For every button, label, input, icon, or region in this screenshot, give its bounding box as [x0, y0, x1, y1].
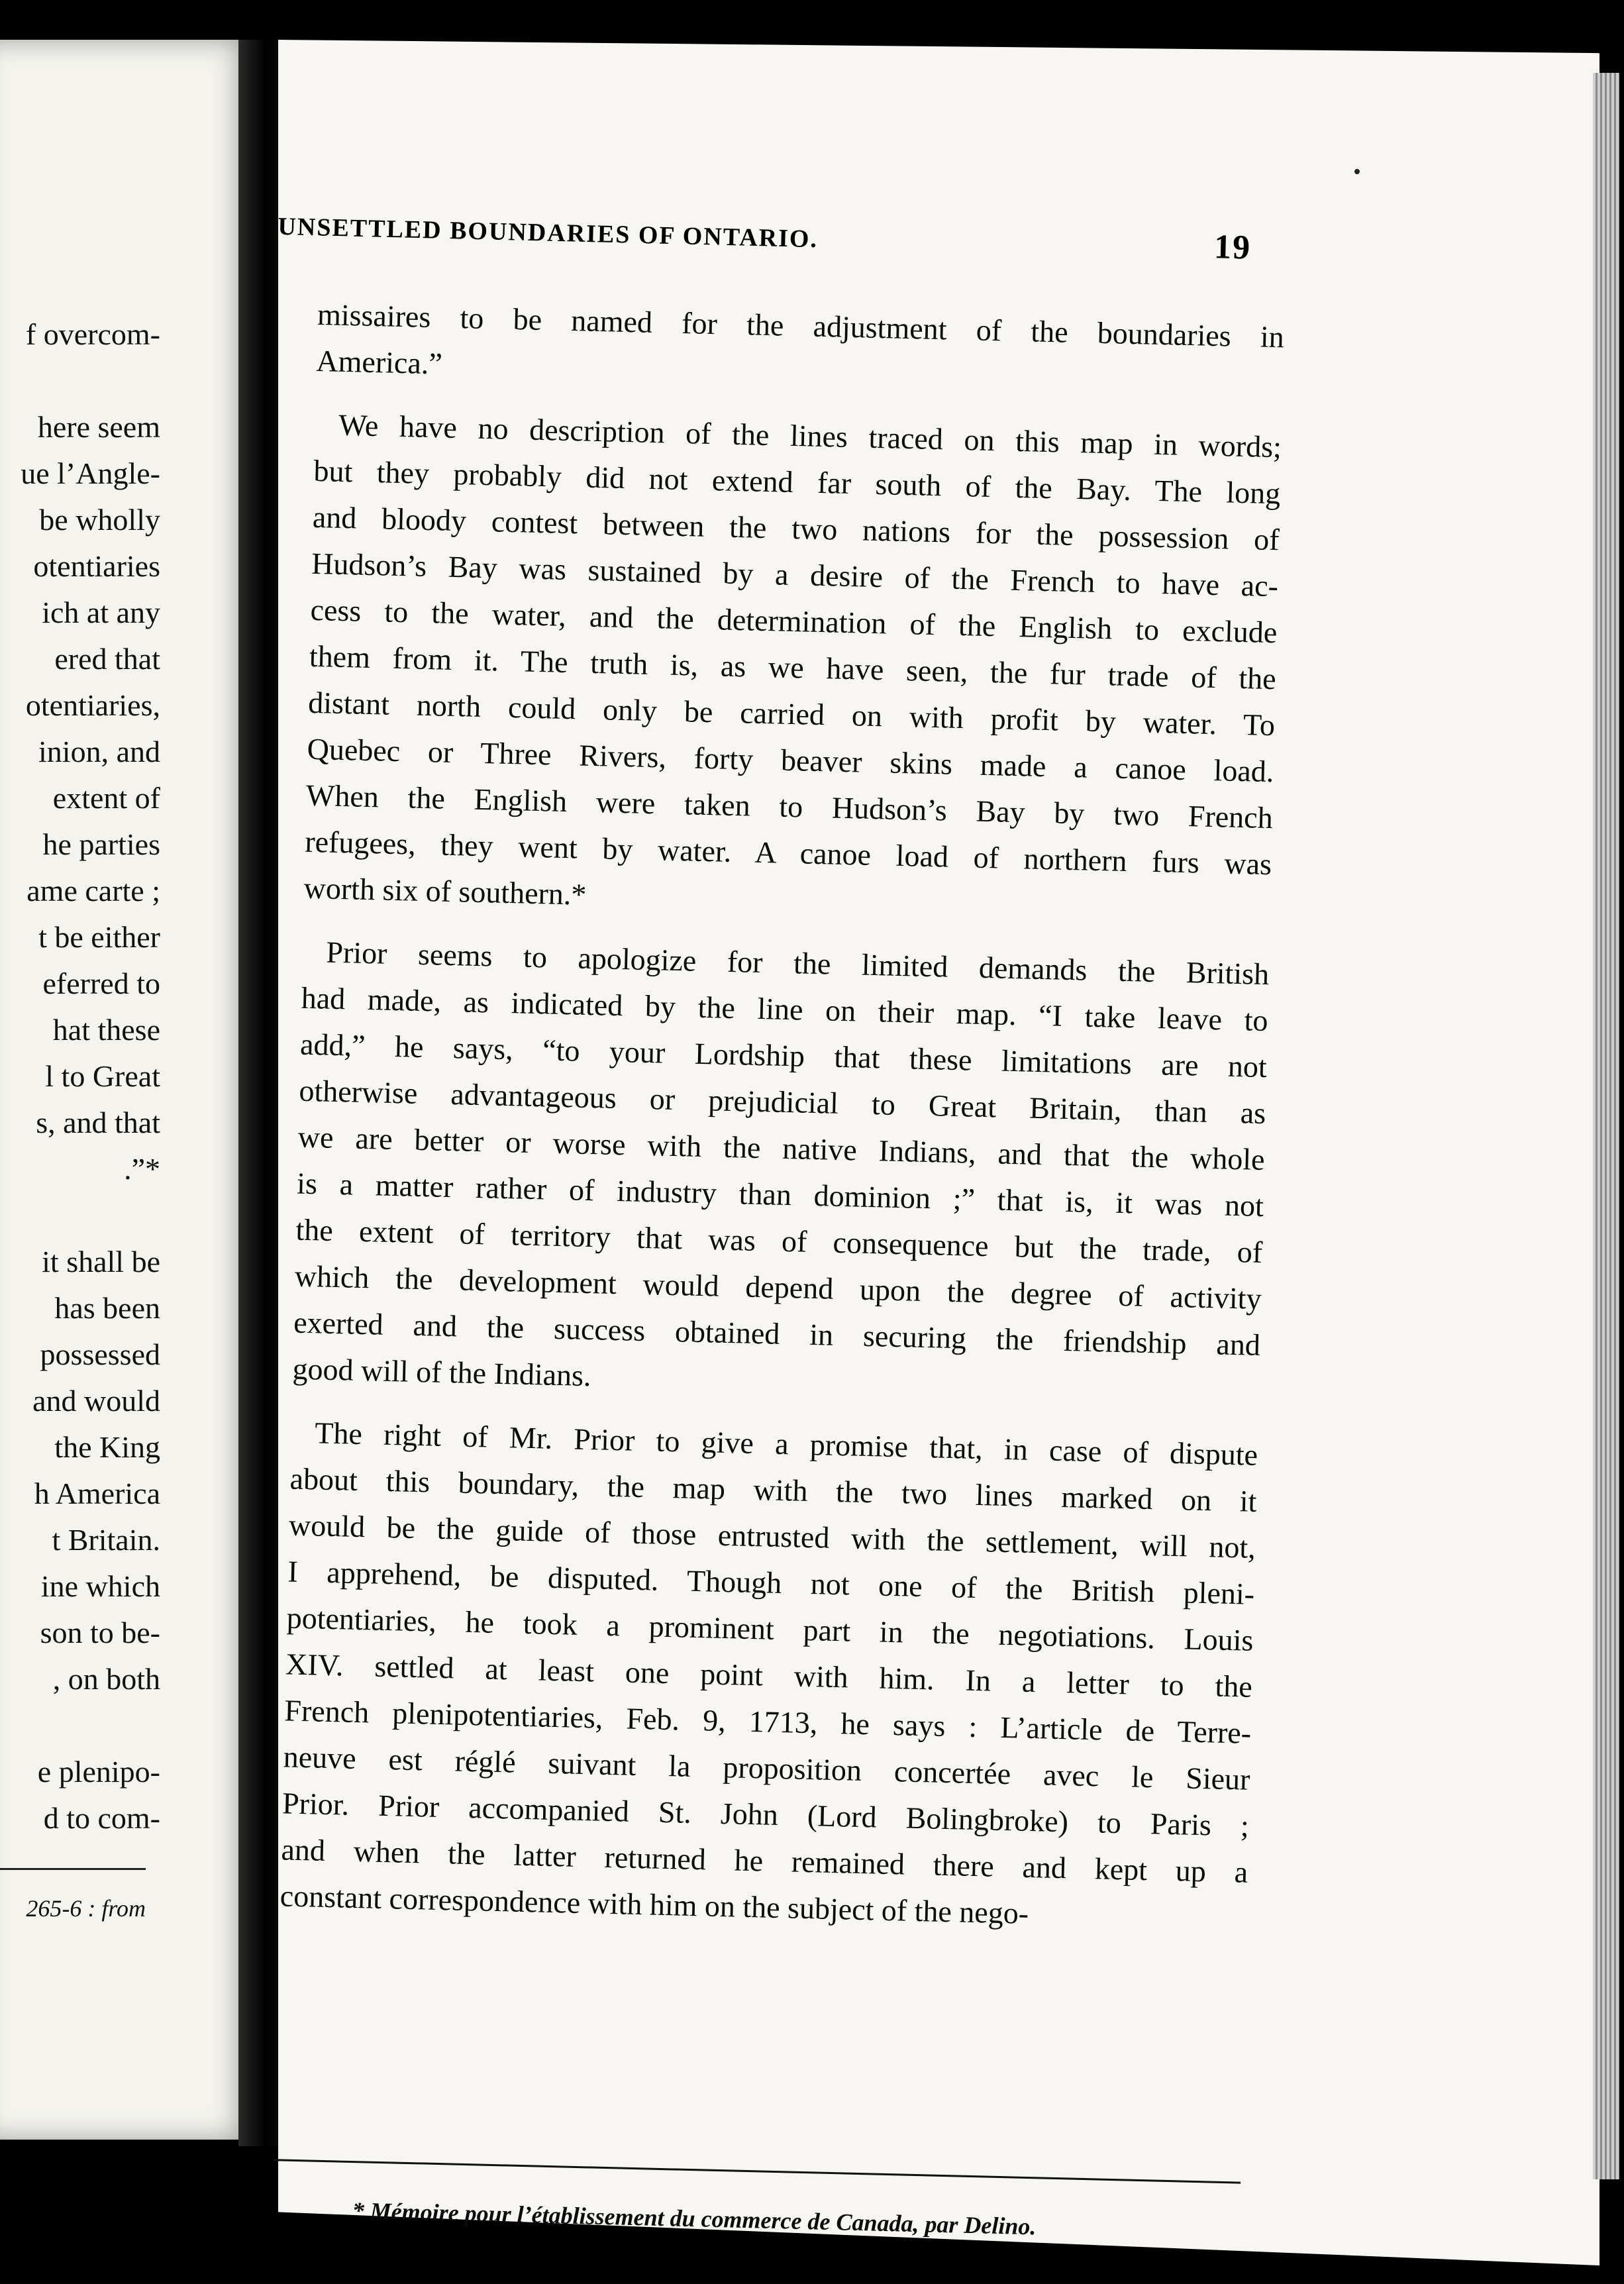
text-line: add,” he says, “to your Lordship that these limitations are not — [299, 1027, 1268, 1084]
left-page-line — [21, 1192, 160, 1239]
text-line: potentiaries, he took a prominent part in the negotiations. Louis — [286, 1600, 1254, 1657]
text-line: worth six of southern.* — [303, 870, 587, 911]
text-line: XIV. settled at least one point with him. In a letter to the — [285, 1647, 1253, 1704]
text-line: otherwise advantageous or prejudicial to Great Britain, than as — [298, 1073, 1266, 1131]
left-page-line: the King — [54, 1430, 160, 1464]
text-line: and when the latter returned he remained there and kept up a — [280, 1832, 1248, 1889]
left-page-line — [21, 358, 160, 404]
paragraph — [279, 1410, 1258, 1942]
text-line: and bloody contest between the two nations for the possession of — [312, 499, 1280, 557]
text-line: The right of Mr. Prior to give a promise that, in case of dispute — [314, 1416, 1258, 1472]
page-edges — [1593, 73, 1619, 2179]
left-page-line: f overcom- — [25, 317, 160, 351]
left-page-line: ich at any — [42, 596, 160, 629]
left-page-line: son to be- — [40, 1616, 160, 1649]
text-line: constant correspondence with him on the subject of the nego- — [279, 1879, 1029, 1930]
left-footnote-rule — [0, 1868, 146, 1870]
running-head-title: UNSETTLED BOUNDARIES OF ONTARIO. — [277, 212, 819, 254]
text-line: the extent of territory that was of consequence but the trade, of — [295, 1212, 1263, 1269]
left-footnote-fragment: 265-6 : from — [26, 1895, 146, 1922]
left-page-line: h America — [34, 1477, 160, 1510]
text-line: had made, as indicated by the line on their map. “I take leave to — [301, 980, 1269, 1038]
left-page-line: l to Great — [45, 1059, 160, 1093]
left-page-line: s, and that — [36, 1106, 160, 1139]
left-page-line: otentiaries — [33, 549, 160, 583]
text-line: neuve est réglé suivant la proposition concertée avec le Sieur — [283, 1739, 1251, 1796]
left-page-line — [21, 1702, 160, 1749]
text-line: we are better or worse with the native Indians, and that the whole — [297, 1119, 1266, 1177]
left-page-line: ue l’Angle- — [21, 456, 160, 490]
text-line: When the English were taken to Hudson’s Bay by two French — [305, 778, 1274, 835]
text-line: Quebec or Three Rivers, forty beaver skins made a canoe load. — [307, 731, 1274, 789]
left-page-line: eferred to — [42, 966, 160, 1000]
text-line: cess to the water, and the determination of the English to exclude — [310, 592, 1278, 650]
text-line: but they probably did not extend far south of the Bay. The long — [313, 453, 1281, 511]
text-line: about this boundary, the map with the two lines marked on it — [289, 1461, 1257, 1518]
left-page-line: inion, and — [38, 735, 160, 768]
text-line: which the development would depend upon the degree of activity — [294, 1259, 1262, 1316]
left-page-line: and would — [32, 1384, 160, 1418]
text-line: America.” — [315, 343, 443, 381]
left-page-line: extent of — [52, 781, 160, 815]
footnote: * Mémoire pour l’établissement du commerce de Canada, par Delino. — [352, 2197, 1037, 2240]
paragraph — [303, 401, 1282, 934]
text-line: exerted and the success obtained in securing the friendship and — [293, 1305, 1261, 1362]
text-line: would be the guide of those entrusted with the settlement, will not, — [288, 1508, 1256, 1565]
text-line: French plenipotentiaries, Feb. 9, 1713, he says : L’article de Terre- — [283, 1693, 1252, 1750]
body-text — [279, 291, 1285, 2240]
left-page-line: ine which — [40, 1569, 160, 1603]
text-line: We have no description of the lines traced on this map in words; — [338, 407, 1282, 464]
left-page-text — [21, 311, 160, 1842]
left-page-line: he parties — [42, 827, 160, 861]
left-page-line: t Britain. — [52, 1523, 160, 1557]
book-gutter — [238, 40, 285, 2146]
left-page-line: .”* — [124, 1152, 160, 1186]
left-page-line: ame carte ; — [26, 874, 160, 908]
left-facing-page — [0, 40, 258, 2140]
left-page-line: ered that — [54, 642, 160, 676]
paragraph — [292, 929, 1270, 1415]
left-page-line: d to com- — [43, 1801, 160, 1835]
left-page-line: , on both — [52, 1662, 160, 1696]
text-line: Prior seems to apologize for the limited demands the British — [325, 935, 1270, 992]
text-line: distant north could only be carried on with profit by water. To — [307, 685, 1276, 743]
left-page-line: hat these — [52, 1013, 160, 1047]
left-page-line: here seem — [37, 410, 160, 444]
left-page-line: t be either — [38, 920, 160, 954]
text-line: Prior. Prior accompanied St. John (Lord Bolingbroke) to Paris ; — [281, 1786, 1250, 1843]
left-page-line: otentiaries, — [25, 688, 160, 722]
text-line: Hudson’s Bay was sustained by a desire of the French to have ac- — [311, 546, 1279, 603]
page-number: 19 — [1213, 228, 1252, 267]
text-line: refugees, they went by water. A canoe load of northern furs was — [304, 824, 1272, 882]
text-line: missaires to be named for the adjustment of the boundaries in — [317, 297, 1285, 354]
left-page-line: e plenipo- — [37, 1755, 160, 1789]
text-line: is a matter rather of industry than dominion ;” that is, it was not — [296, 1166, 1264, 1223]
speck — [1354, 169, 1360, 174]
text-line: them from it. The truth is, as we have seen, the fur trade of the — [309, 639, 1277, 696]
left-page-line: it shall be — [42, 1245, 160, 1278]
left-page-line: has been — [54, 1291, 160, 1325]
paragraphs — [279, 291, 1284, 1959]
left-page-line: be wholly — [39, 503, 160, 537]
text-line: I apprehend, be disputed. Though not one of the British pleni- — [287, 1554, 1255, 1611]
left-page-line: possessed — [40, 1337, 160, 1371]
text-line: good will of the Indians. — [292, 1351, 592, 1393]
